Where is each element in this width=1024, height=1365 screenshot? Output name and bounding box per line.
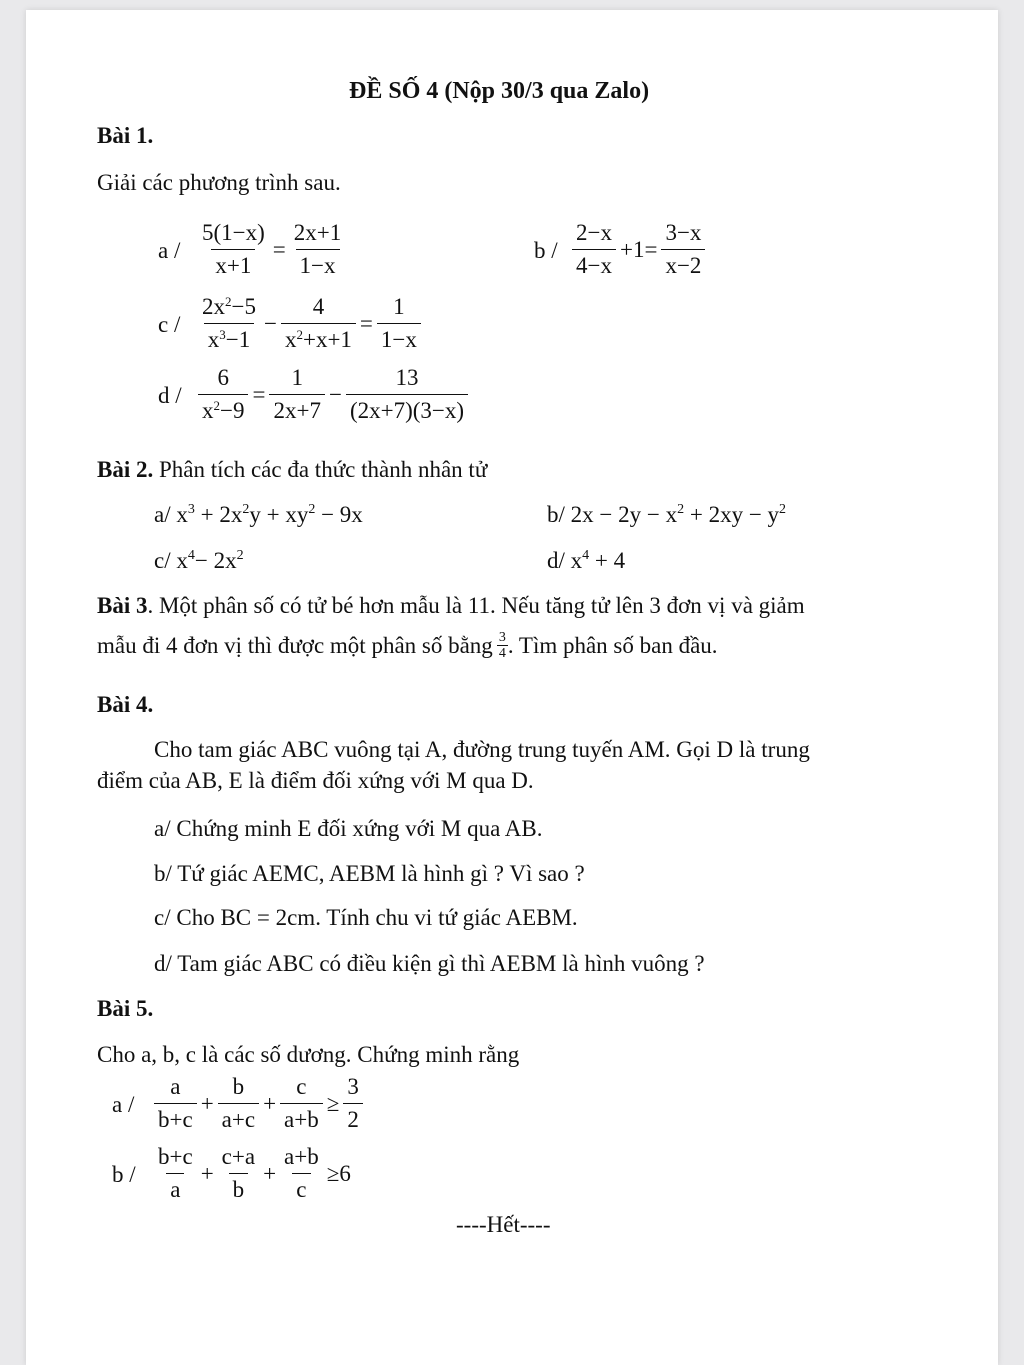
bai1-a-equation: $\frac{5(1-x)}{x+1}$ = $\frac{2x+1}{1-x}$ bbox=[196, 220, 347, 280]
bai4-line1: Cho tam giác ABC vuông tại A, đường trung tuyến AM. Gọi D là trung bbox=[154, 737, 810, 762]
document-page bbox=[26, 10, 998, 1365]
bai2-d: d/ $x^4 + 4$ bbox=[547, 548, 626, 573]
fraction: $\frac{13}{(2x+7)(3-x)}$ bbox=[346, 365, 468, 425]
bai1-c-label: c / bbox=[158, 312, 181, 337]
fraction: $\frac{2-x}{4-x}$ bbox=[572, 220, 616, 280]
fraction: $\frac{1}{1-x}$ bbox=[377, 294, 421, 354]
bai4-d: d/ Tam giác ABC có điều kiện gì thì AEBM là hình vuông ? bbox=[154, 951, 705, 976]
bai2-c: c/ $x^4- 2x^2$ bbox=[154, 548, 244, 573]
bai5-a-label: a / bbox=[112, 1092, 135, 1117]
bai5-a-inequality: $\frac{a}{b+c}$ + $\frac{b}{a+c}$ + $\frac{c}{a+b}$ ≥ $\frac{3}{2}$ bbox=[152, 1074, 365, 1134]
bai1-heading: Bài 1. bbox=[97, 123, 154, 148]
bai1-intro: Giải các phương trình sau. bbox=[97, 170, 341, 195]
bai3-heading: Bài 3 bbox=[97, 593, 148, 618]
bai1-b-equation: $\frac{2-x}{4-x}$ +1= $\frac{3-x}{x-2}$ bbox=[570, 220, 707, 280]
bai3-line2: mẫu đi 4 đơn vị thì được một phân số bằng $\frac{3}{4}$ . Tìm phân số ban đầu. bbox=[97, 630, 718, 662]
bai3-line1: Bài 3. Một phân số có tử bé hơn mẫu là 11. Nếu tăng tử lên 3 đơn vị và giảm bbox=[97, 593, 805, 618]
bai1-d-equation: $\frac{6}{x^2-9}$ = $\frac{1}{2x+7}$ − $\frac{13}{(2x+7)(3-x)}$ bbox=[196, 365, 470, 425]
fraction: $\frac{c}{a+b}$ bbox=[280, 1074, 323, 1134]
bai1-a-label: a / bbox=[158, 238, 181, 263]
page-title: ĐỀ SỐ 4 (Nộp 30/3 qua Zalo) bbox=[349, 78, 650, 104]
bai5-b-inequality: $\frac{b+c}{a}$ + $\frac{c+a}{b}$ + $\frac{a+b}{c}$ ≥6 bbox=[152, 1144, 353, 1204]
bai2-heading: Bài 2. bbox=[97, 457, 154, 482]
bai4-b: b/ Tứ giác AEMC, AEBM là hình gì ? Vì sao ? bbox=[154, 861, 585, 886]
bai4-line2: điểm của AB, E là điểm đối xứng với M qua D. bbox=[97, 768, 534, 793]
bai5-b-label: b / bbox=[112, 1162, 136, 1187]
fraction: $\frac{1}{2x+7}$ bbox=[269, 365, 324, 425]
bai2-b: b/ $2x - 2y - x^2 + 2xy - y^2$ bbox=[547, 502, 787, 527]
fraction: $\frac{3}{4}$ bbox=[498, 630, 506, 662]
bai2-a: a/ $x^3 + 2x^2y + xy^2 - 9x$ bbox=[154, 502, 363, 527]
bai2-line bbox=[97, 457, 487, 483]
fraction: $\frac{3}{2}$ bbox=[343, 1074, 363, 1134]
fraction: $\frac{c+a}{b}$ bbox=[221, 1144, 256, 1203]
bai1-b-label: b / bbox=[534, 238, 558, 263]
fraction: $\frac{6}{x^2-9}$ bbox=[198, 365, 248, 425]
fraction: $\frac{2x^2-5}{x^3-1}$ bbox=[202, 294, 256, 353]
fraction: $\frac{b+c}{a}$ bbox=[158, 1144, 193, 1203]
fraction: $\frac{5(1-x)}{x+1}$ bbox=[202, 220, 265, 279]
fraction: $\frac{a}{b+c}$ bbox=[154, 1074, 197, 1134]
bai4-a: a/ Chứng minh E đối xứng với M qua AB. bbox=[154, 816, 543, 841]
fraction: $\frac{4}{x^2+x+1}$ bbox=[281, 294, 356, 354]
bai4-heading: Bài 4. bbox=[97, 692, 154, 717]
bai4-c: c/ Cho BC = 2cm. Tính chu vi tứ giác AEBM. bbox=[154, 905, 578, 930]
fraction: $\frac{a+b}{c}$ bbox=[284, 1144, 319, 1203]
bai5-heading: Bài 5. bbox=[97, 996, 154, 1021]
bai1-c-equation: $\frac{2x^2-5}{x^3-1}$ − $\frac{4}{x^2+x+1}$ = $\frac{1}{1-x}$ bbox=[196, 294, 423, 354]
bai5-intro: Cho a, b, c là các số dương. Chứng minh rằng bbox=[97, 1042, 520, 1067]
fraction: $\frac{2x+1}{1-x}$ bbox=[293, 220, 342, 279]
bai2-intro: Phân tích các đa thức thành nhân tử bbox=[153, 457, 488, 482]
fraction: $\frac{3-x}{x-2}$ bbox=[661, 220, 705, 280]
fraction: $\frac{b}{a+c}$ bbox=[218, 1074, 259, 1134]
bai1-d-label: d / bbox=[158, 383, 182, 408]
footer-end-mark: ----Hết---- bbox=[456, 1212, 551, 1237]
